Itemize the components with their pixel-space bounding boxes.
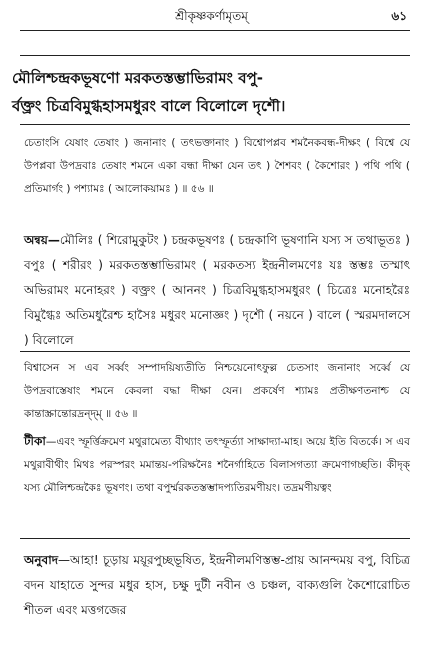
anubad-label: অনুবাদ [24,553,59,567]
header-rule [20,30,410,31]
tika-text: —এবং স্ফূর্ত্তিক্রমেণ মথুরামেত্য বীথ্যাং তৎস্ফূর্ত্যা সাক্ষাদ্যা-মাহ। অয়ে ইতি বিতর্কে। স এব মথুরাবীথীং মিথঃ পরস্পরং মমান্তয়-পরিক্ষনৈঃ শনৈর্গাহিতে বিলাসগত্যা ক্রমেণাগচ্ছতি। কীদৃক্‌ যস্য মৌলিশ্চন্দ্রকৈঃ ভূষণং। তথা বপুর্ম্মরকতস্তম্ভাদপ্যতিরমণীয়ং। তদ্রমণীয়ত্বং [24,436,410,494]
verse-line-1: মৌলিশ্চন্দ্রকভূষণো মরকতস্তম্ভাভিরামং বপু- [12,69,263,87]
sloka-verse [12,64,412,120]
tika-section [24,430,410,500]
tika-label: টীকা [24,434,46,448]
anvaya-text: মৌলিঃ ( শিরোমুকুটং ) চন্দ্রকভূষণঃ ( চন্দ্রকাণি ভূষণানি যস্য স তথাভূতঃ ) বপুঃ ( শরীরং ) মরকতস্তম্ভাভিরামং ( মরকতস্য ইন্দ্রনীলমণেঃ যঃ স্তম্ভঃ তস্মাৎ অভিরামং মনোহরং ) বক্ত্রং ( আননং ) চিত্রবিমুগ্ধহাসমধুরং ( চিত্রেঃ মনোহরৈঃ বিমুগ্ধৈঃ অতিমধুরৈশ্চ হাসৈঃ মধুরং মনোজ্ঞং ) দৃশৌ ( নয়নে ) বালে ( স্মরমদালসে ) বিলোলে [24,233,410,347]
page-header [0,6,423,28]
anubad-section [24,548,410,623]
anvaya-section [24,228,410,353]
section-rule-2 [20,538,410,539]
verse-line-2: র্বক্ত্রং চিত্রবিমুগ্ধহাসমধুরং বালে বিলোলে দৃশৌ। [12,97,286,115]
anvaya-paragraph [24,228,410,353]
verse-top-rule [20,55,410,56]
page-number: ৬১ [391,9,407,23]
commentary-continuation [24,132,410,201]
verse-bottom-rule [20,124,410,125]
anubad-paragraph [24,548,410,623]
commentary-section-2 [24,357,410,426]
section-rule-1 [20,351,410,352]
anvaya-label: অন্বয়— [24,233,60,247]
running-title: শ্রীকৃষ্ণকর্ণামৃতম্‌ [175,9,248,23]
commentary-paragraph: চেতাংসি যেষাং তেষাং ) জনানাং ( তৎভক্তানাং ) বিশ্বোপপ্লব শমনৈকবন্ধ-দীক্ষং ( বিশ্বে যে উপপ্লবা উপদ্রবাঃ তেষাং শমনে একা বন্ধা দীক্ষা যেন তৎ ) শৈশবং ( কৈশোরং ) পথি পথি ( প্রতিমার্গং ) পশ্যামঃ ( আলোকয়ামঃ ) ॥ ৫৬ ॥ [24,137,410,195]
anubad-text: —আহা! চূড়ায় ময়ূরপুচ্ছভূষিত, ইন্দ্রনীলমণিস্তম্ভ-প্রায় আনন্দময় বপু, বিচিত্র বদন যাহাতে সুন্দর মধুর হাস, চক্ষু দুটী নবীন ও চঞ্চল, বাক্যগুলি কৈশোরোচিত শীতল এবং মত্তগজের [24,553,410,617]
commentary-paragraph-2: বিশ্বাসেন স এব সর্ব্বং সম্পাদয়িষ্যতীতি নিশ্চয়েনোৎফুল্ল চেতসাং জনানাং সর্ব্বে যে উপদ্রবাস্তেষাং শমনে কেবলা বদ্ধা দীক্ষা যেন। প্রকর্ষেণ শ্যামঃ প্রতীক্ষণতনাশ্চ যে কান্তাস্ক্রান্তোরদ্রন্দ্ম্‌ ॥ ৫৬ ॥ [24,362,410,420]
tika-paragraph [24,430,410,500]
